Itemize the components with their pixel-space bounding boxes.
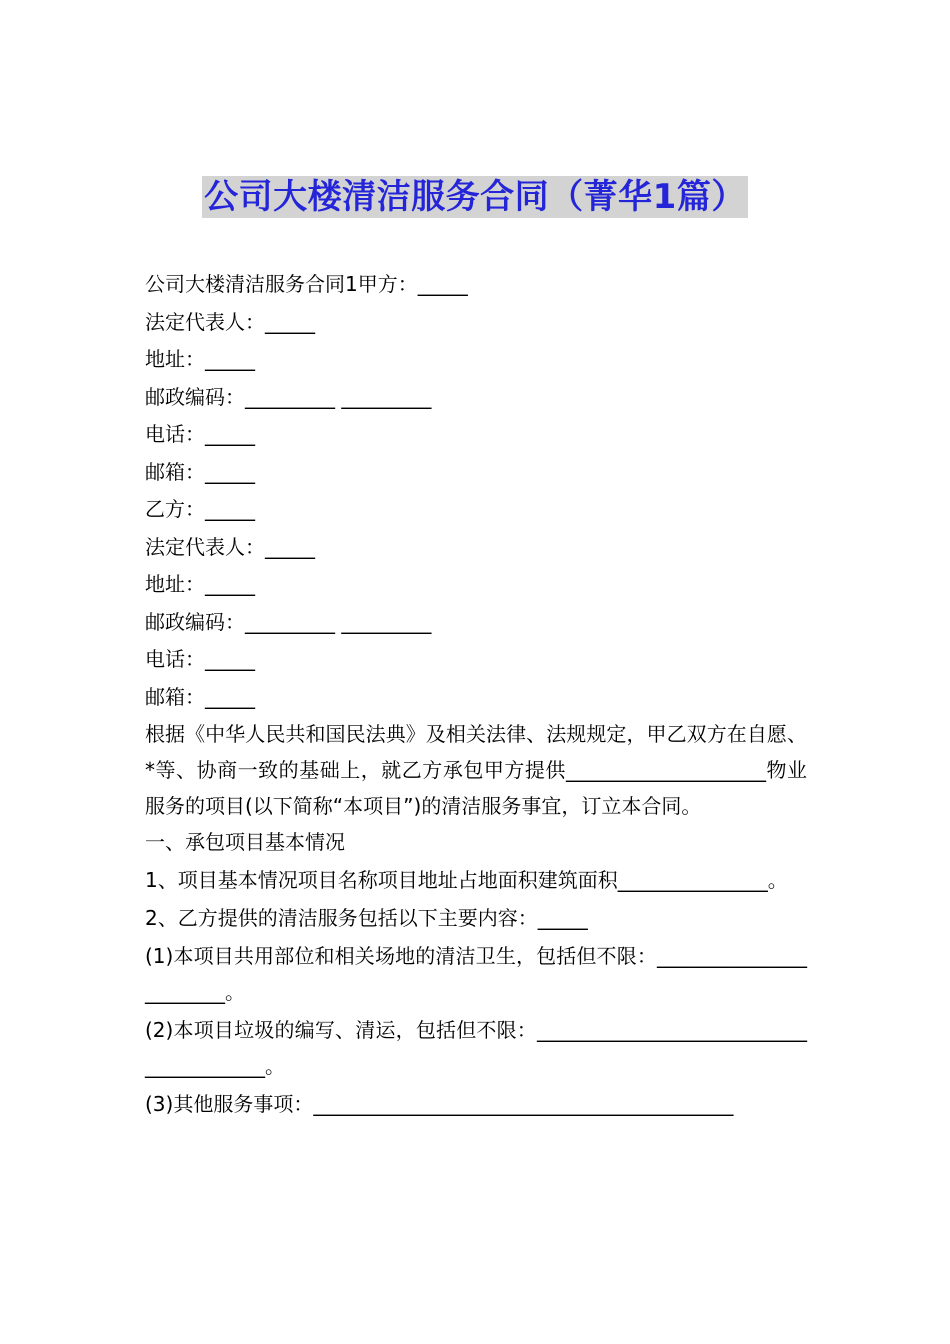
party-b-postcode: 邮政编码：_________ _________ bbox=[145, 609, 432, 634]
party-b-phone: 电话：_____ bbox=[145, 647, 255, 671]
party-a-postcode: 邮政编码：_________ _________ bbox=[145, 384, 432, 409]
party-a-representative: 法定代表人：_____ bbox=[145, 309, 315, 334]
party-b-email: 邮箱：_____ bbox=[145, 684, 255, 709]
title-container bbox=[0, 176, 950, 218]
party-a-email: 邮箱：_____ bbox=[145, 459, 255, 484]
item-2-2: (2)本项目垃圾的编写、清运，包括但不限：_______________________________________。 bbox=[145, 1017, 807, 1078]
item-2: 2、乙方提供的清洁服务包括以下主要内容：_____ bbox=[145, 905, 588, 930]
document-title: 公司大楼清洁服务合同（菁华1篇） bbox=[204, 177, 746, 217]
party-b-representative: 法定代表人：_____ bbox=[145, 534, 315, 559]
party-b-address: 地址：_____ bbox=[145, 572, 255, 596]
document-body bbox=[145, 266, 807, 1123]
party-a-address: 地址：_____ bbox=[145, 347, 255, 371]
item-2-1: (1)本项目共用部位和相关场地的清洁卫生，包括但不限：_______________________。 bbox=[145, 943, 807, 1004]
item-2-3: (3)其他服务事项：__________________________________________ bbox=[145, 1091, 734, 1116]
party-a-line: 公司大楼清洁服务合同1甲方：_____ bbox=[145, 272, 468, 296]
section-heading: 一、承包项目基本情况 bbox=[145, 830, 345, 854]
party-a-phone: 电话：_____ bbox=[145, 422, 255, 446]
item-1: 1、项目基本情况项目名称项目地址占地面积建筑面积_______________。 bbox=[145, 867, 788, 892]
party-b-line: 乙方：_____ bbox=[145, 497, 255, 521]
intro-paragraph: 根据《中华人民共和国民法典》及相关法律、法规规定，甲乙双方在自愿、*等、协商一致的基础上，就乙方承包甲方提供____________________物业服务的项目(以下简称“本项目”)的清洁服务事宜，订立本合同。 bbox=[145, 722, 807, 818]
